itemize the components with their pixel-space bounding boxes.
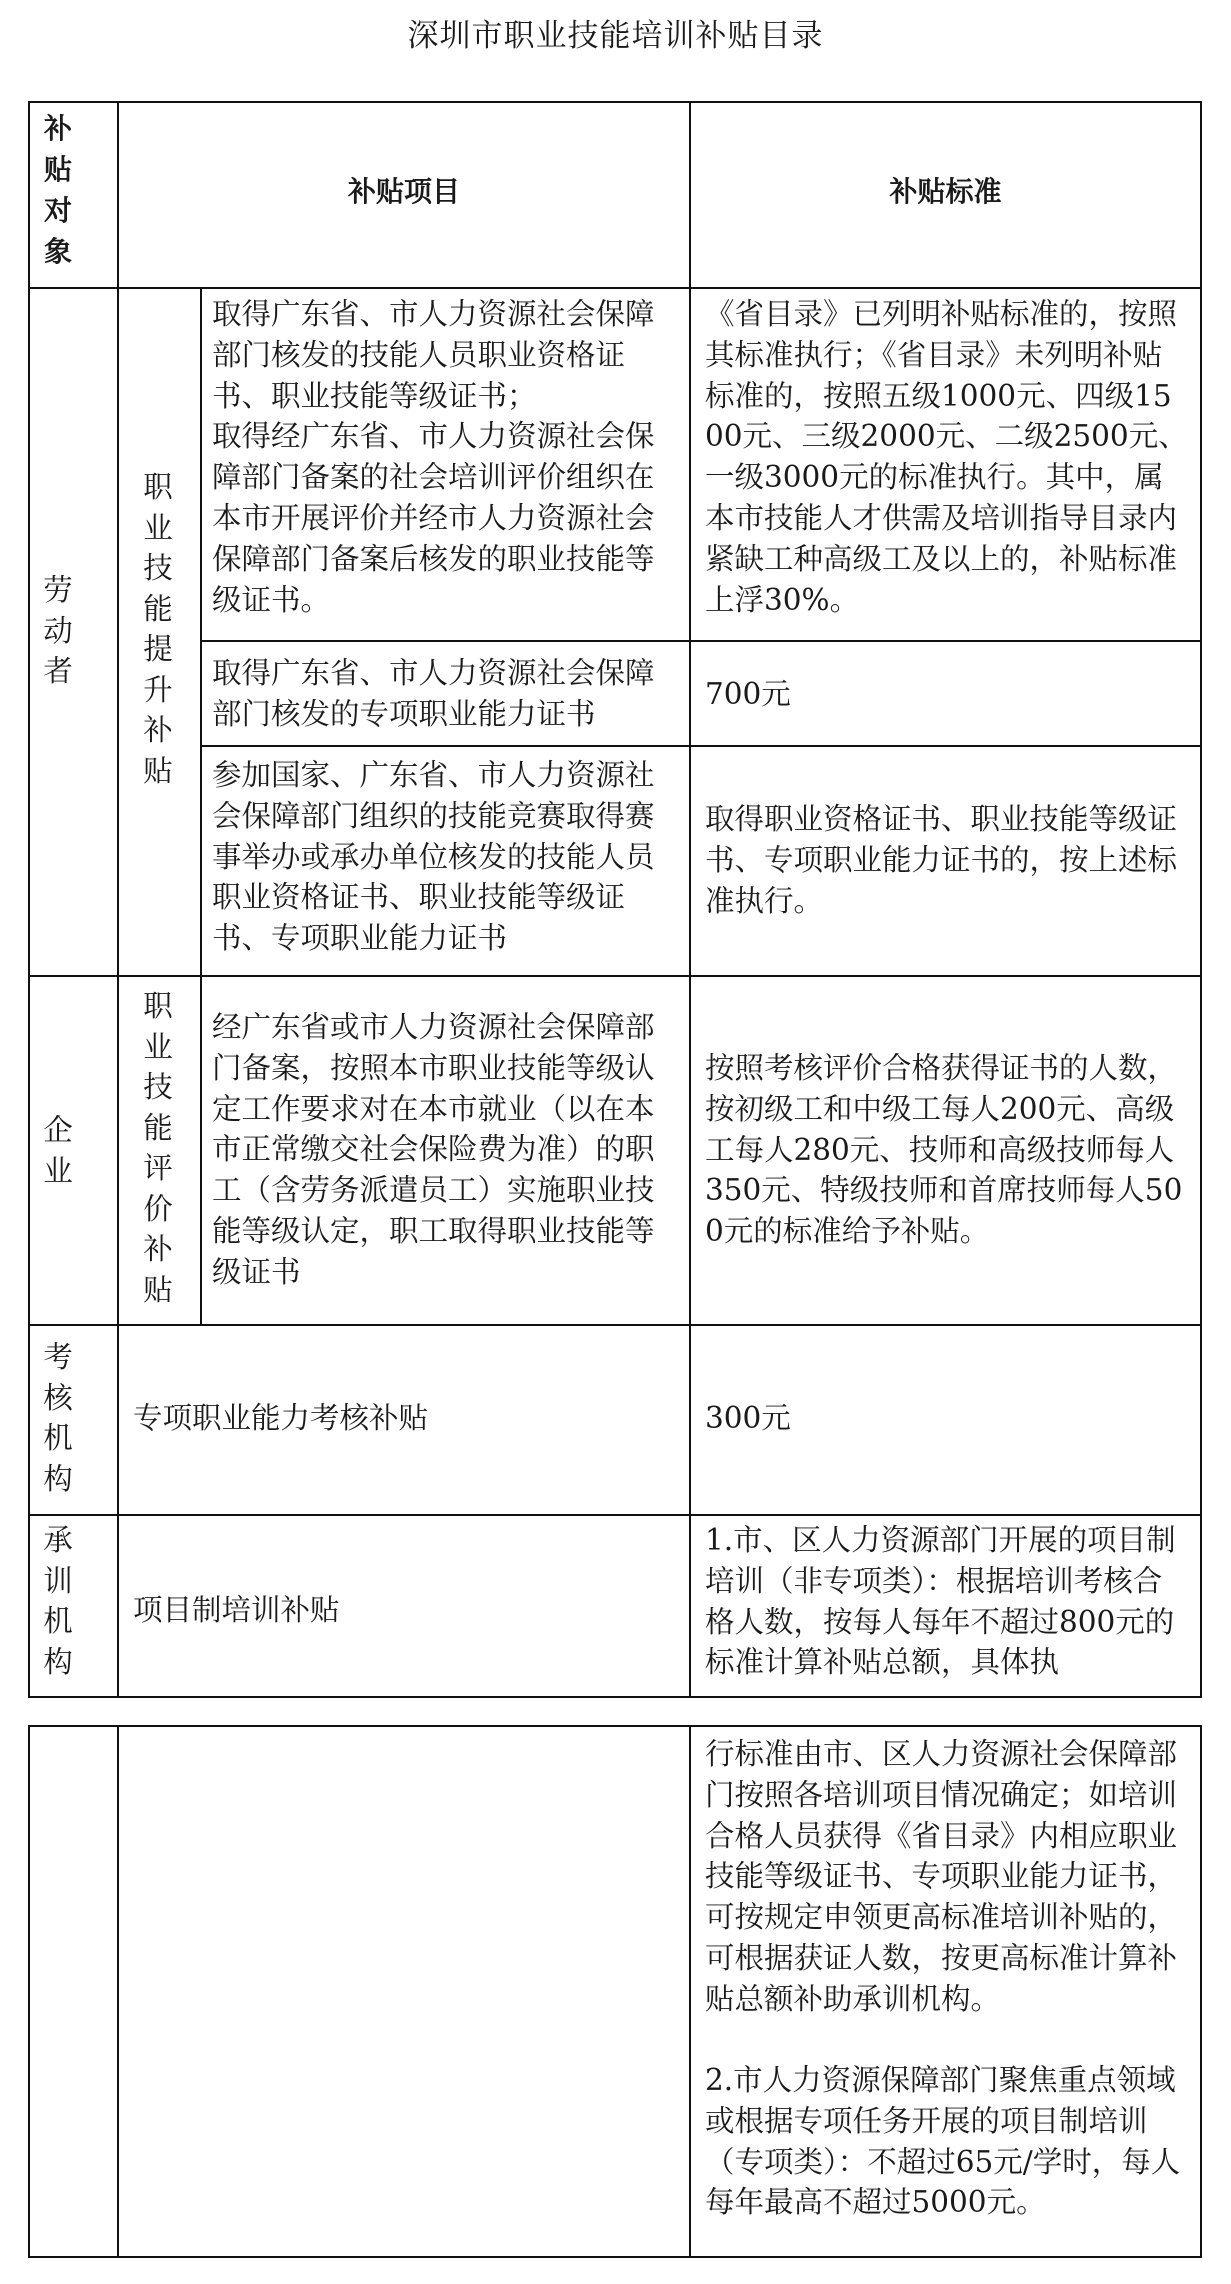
target-training: 承训机构	[43, 1523, 73, 1679]
standard-enterprise: 按照考核评价合格获得证书的人数，按初级工和中级工每人200元、高级工每人280元、技师和高级技师每人350元、特级技师和首席技师每人500元的标准给予补贴。	[705, 1051, 1183, 1249]
standard-special-certificate: 700元	[705, 677, 791, 711]
table-border	[28, 1725, 1202, 1727]
table-border	[28, 101, 30, 1698]
table-border	[28, 287, 1202, 289]
table-border	[28, 1324, 1202, 1326]
standard-training-part1: 1.市、区人力资源部门开展的项目制培训（非专项类）：根据培训考核合格人数，按每人每年不超过800元的标准计算补贴总额，具体执	[705, 1523, 1176, 1680]
target-enterprise: 企业	[43, 1113, 73, 1188]
table-border	[200, 287, 202, 1325]
header-standard: 补贴标准	[889, 175, 1002, 208]
table-border	[28, 2256, 1202, 2258]
standard-assessment: 300元	[705, 1401, 791, 1435]
table-border	[1200, 1725, 1202, 2258]
standard-training-part3: 2.市人力资源保障部门聚焦重点领域或根据专项任务开展的项目制培训（专项类）：不超过65元/学时，每人每年最高不超过5000元。	[705, 2063, 1181, 2220]
header-target: 补贴对象	[43, 112, 72, 268]
table-border	[28, 101, 1202, 103]
item-certificate-line-2: 取得经广东省、市人力资源社会保障部门备案的社会培训评价组织在本市开展评价并经市人力资源社会保障部门备案后核发的职业技能等级证书。	[212, 419, 655, 617]
category-skill-upgrade: 职业技能提升补贴	[143, 470, 173, 788]
item-enterprise: 经广东省或市人力资源社会保障部门备案，按照本市职业技能等级认定工作要求对在本市就业（以在本市正常缴交社会保险费为准）的职工（含劳务派遣员工）实施职业技能等级认定，职工取得职业技能等级证书	[212, 1010, 655, 1289]
table-border	[117, 1725, 119, 2258]
table-border	[117, 101, 119, 1698]
target-assessment: 考核机构	[43, 1340, 73, 1496]
item-assessment: 专项职业能力考核补贴	[133, 1401, 429, 1435]
category-skill-evaluation: 职业技能评价补贴	[143, 989, 173, 1307]
page-title: 深圳市职业技能培训补贴目录	[407, 18, 824, 54]
standard-competition: 取得职业资格证书、职业技能等级证书、专项职业能力证书的，按上述标准执行。	[705, 802, 1178, 918]
standard-certificate: 《省目录》已列明补贴标准的，按照其标准执行；《省目录》未列明补贴标准的，按照五级1000元、四级1500元、三级2000元、二级2500元、一级3000元的标准执行。其中，属本市技能人才供需及培训指导目录内紧缺工种高级工及以上的，补贴标准上浮30%。	[705, 297, 1188, 617]
header-item: 补贴项目	[347, 175, 460, 208]
standard-training-part2: 行标准由市、区人力资源社会保障部门按照各培训项目情况确定；如培训合格人员获得《省目录》内相应职业技能等级证书、专项职业能力证书，可按规定申领更高标准培训补贴的，可根据获证人数，按更高标准计算补贴总额补助承训机构。	[705, 1737, 1178, 2016]
item-training: 项目制培训补贴	[133, 1593, 340, 1627]
item-special-certificate: 取得广东省、市人力资源社会保障部门核发的专项职业能力证书	[212, 656, 655, 731]
table-border	[28, 975, 1202, 977]
table-border	[200, 745, 1202, 747]
table-border	[200, 640, 1202, 642]
item-competition: 参加国家、广东省、市人力资源社会保障部门组织的技能竞赛取得赛事举办或承办单位核发的技能人员职业资格证书、职业技能等级证书、专项职业能力证书	[212, 758, 655, 956]
item-certificate	[212, 294, 682, 620]
table-border	[689, 1725, 691, 2258]
table-border	[28, 1725, 30, 2258]
table-border	[28, 1514, 1202, 1516]
table-border	[689, 101, 691, 1698]
target-laborer: 劳动者	[43, 573, 73, 688]
table-border	[28, 1696, 1202, 1698]
item-certificate-line-1: 取得广东省、市人力资源社会保障部门核发的技能人员职业资格证书、职业技能等级证书；	[212, 297, 655, 413]
table-border	[1200, 101, 1202, 1698]
